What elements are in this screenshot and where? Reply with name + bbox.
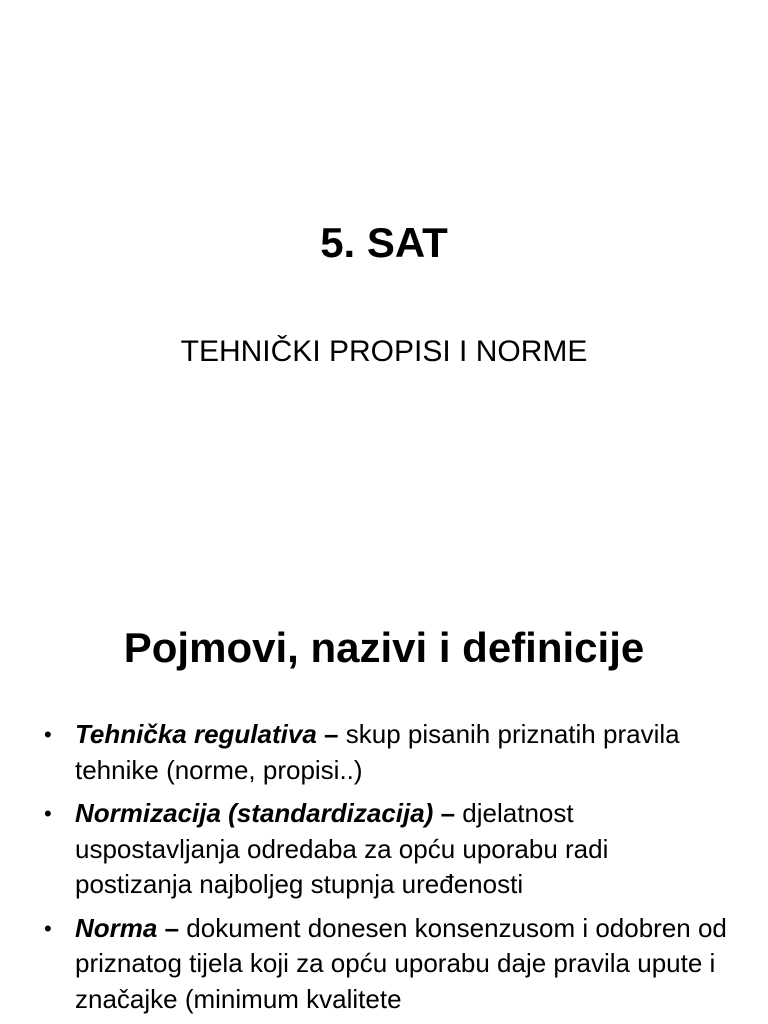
definition-dash: – — [324, 719, 339, 749]
bullet-icon: • — [44, 801, 52, 826]
definition-text: djelatnost uspostavljanja odredaba za opću uporabu radi postizanja najboljeg stupnja uređenosti — [75, 798, 609, 899]
definition-item — [0, 796, 768, 903]
bullet-icon: • — [44, 722, 52, 747]
bullet-icon: • — [44, 915, 52, 941]
definition-text: dokument donesen konsenzusom i odobren od priznatog tijela koji za opću uporabu daje pravila upute i značajke (minimum kvalitete — [75, 912, 727, 1014]
definition-term: Norma — [75, 912, 158, 943]
definition-dash: – — [164, 912, 180, 943]
definition-term: Normizacija (standardizacija) — [75, 798, 434, 828]
definition-dash: – — [440, 798, 456, 828]
definition-term: Tehnička regulativa — [75, 719, 317, 749]
definitions-list — [0, 717, 768, 1024]
slide-subtitle: TEHNIČKI PROPISI I NORME — [180, 335, 588, 368]
definition-item — [0, 911, 768, 1018]
definitions-slide — [0, 512, 768, 1024]
definition-item — [0, 717, 768, 788]
slide-title: 5. SAT — [320, 219, 448, 266]
definition-text: skup pisanih priznatih pravila tehnike (norme, propisi..) — [75, 719, 680, 785]
definitions-heading: Pojmovi, nazivi i definicije — [123, 624, 645, 671]
